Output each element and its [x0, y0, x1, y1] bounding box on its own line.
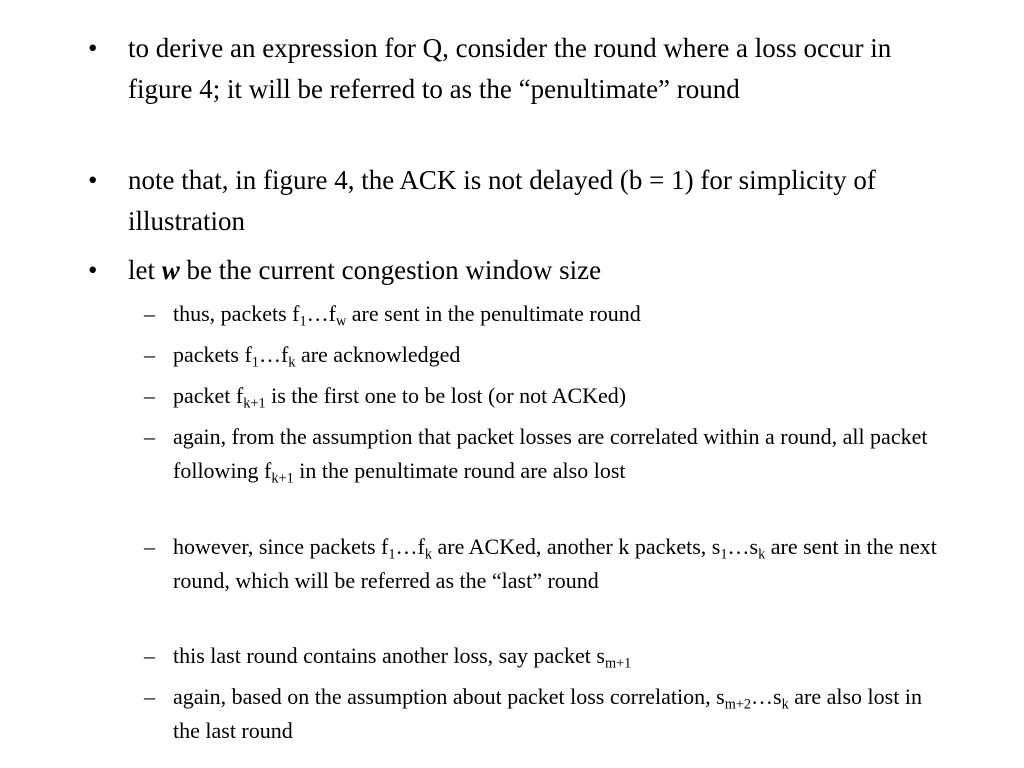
sub-item-packets-sent	[144, 297, 944, 331]
sub-bullet-text: again, based on the assumption about packet loss correlation, $s_{m+2}\dots s_k$ are also lost in the last round	[173, 684, 922, 743]
sub-bullet-dash: –	[144, 534, 155, 559]
sub-bullet-text: however, since packets $f_1\dots f_k$ are ACKed, another k packets, $s_1\dots s_k$ are sent in the next round, which will be referred as the “last” round	[173, 534, 937, 593]
sub-bullet-text: packets $f_1\dots f_k$ are acknowledged	[173, 342, 461, 371]
sub-bullet-dash: –	[144, 301, 155, 326]
sub-bullet-dash: –	[144, 643, 155, 668]
sub-bullet-dash: –	[144, 684, 155, 709]
sub-item-last-round	[144, 530, 944, 598]
sub-bullet-text: again, from the assumption that packet losses are correlated within a round, all packet following $f_{k+1}$ in the penultimate round are also lost	[173, 424, 928, 487]
sub-item-another-loss	[144, 639, 944, 673]
sub-bullet-dash: –	[144, 342, 155, 367]
sub-bullet-dash: –	[144, 424, 155, 449]
sub-item-packets-acknowledged	[144, 338, 944, 372]
bullet-item-congestion-window	[88, 250, 928, 291]
sub-bullet-dash: –	[144, 383, 155, 408]
sub-item-loss-correlation	[144, 680, 944, 748]
sub-item-first-lost	[144, 379, 944, 413]
bullet-item-ack-not-delayed	[88, 160, 928, 241]
bullet-item-penultimate-round	[88, 28, 928, 109]
sub-bullet-text: this last round contains another loss, say packet $s_{m+1}$	[173, 643, 632, 672]
sub-bullet-text: thus, packets $f_1\dots f_w$ are sent in the penultimate round	[173, 301, 641, 330]
bullet-dot: •	[88, 255, 98, 285]
bullet-dot: •	[88, 33, 98, 63]
sub-bullet-text: packet $f_{k+1}$ is the first one to be lost (or not ACKed)	[173, 383, 627, 412]
bullet-text: to derive an expression for Q, consider the round where a loss occur in figure 4; it will be referred to as the “penultimate” round	[128, 33, 892, 104]
sub-item-correlated-losses	[144, 420, 944, 488]
bullet-dot: •	[88, 165, 98, 195]
bullet-text: note that, in figure 4, the ACK is not delayed (b = 1) for simplicity of illustration	[128, 165, 876, 236]
variable-w: w	[161, 255, 180, 285]
bullet-text: let w be the current congestion window size	[128, 255, 602, 285]
